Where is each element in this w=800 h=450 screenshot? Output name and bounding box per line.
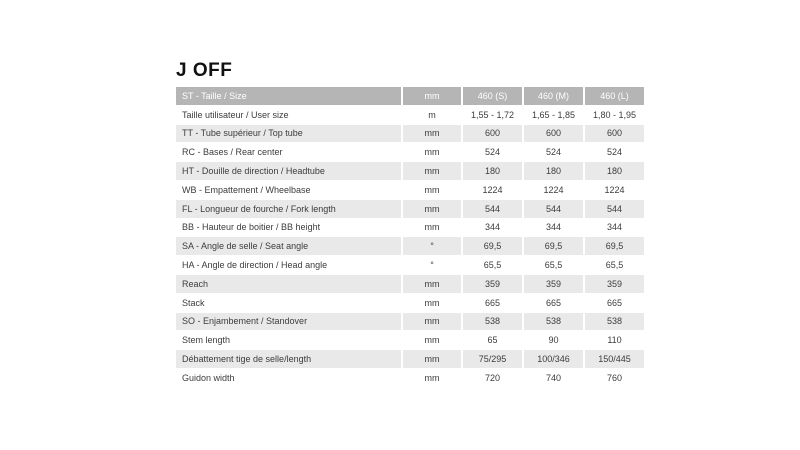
value-m: 524	[524, 143, 583, 161]
header-size: ST - Taille / Size	[176, 87, 401, 105]
row-unit: mm	[403, 200, 461, 218]
value-s: 1224	[463, 181, 522, 199]
table-row	[176, 200, 644, 218]
table-body	[176, 106, 644, 387]
row-label: TT - Tube supérieur / Top tube	[176, 125, 401, 143]
value-s: 359	[463, 275, 522, 293]
value-m: 740	[524, 369, 583, 387]
value-l: 544	[585, 200, 644, 218]
value-m: 600	[524, 125, 583, 143]
row-unit: mm	[403, 162, 461, 180]
row-unit: mm	[403, 181, 461, 199]
row-label: Stack	[176, 294, 401, 312]
value-l: 69,5	[585, 237, 644, 255]
row-label: Reach	[176, 275, 401, 293]
table-row	[176, 294, 644, 312]
row-label: SO - Enjambement / Standover	[176, 313, 401, 331]
table-row	[176, 143, 644, 161]
value-l: 110	[585, 331, 644, 349]
row-unit: mm	[403, 125, 461, 143]
row-unit: mm	[403, 143, 461, 161]
value-m: 100/346	[524, 350, 583, 368]
value-l: 65,5	[585, 256, 644, 274]
value-s: 180	[463, 162, 522, 180]
table-row	[176, 331, 644, 349]
row-label: Guidon width	[176, 369, 401, 387]
value-l: 344	[585, 219, 644, 237]
row-label: Débattement tige de selle/length	[176, 350, 401, 368]
value-s: 69,5	[463, 237, 522, 255]
table-row	[176, 237, 644, 255]
value-l: 600	[585, 125, 644, 143]
value-s: 665	[463, 294, 522, 312]
row-unit: mm	[403, 219, 461, 237]
table-row	[176, 162, 644, 180]
geometry-table	[174, 86, 646, 388]
value-m: 69,5	[524, 237, 583, 255]
value-m: 665	[524, 294, 583, 312]
value-l: 524	[585, 143, 644, 161]
table-row	[176, 219, 644, 237]
value-l: 359	[585, 275, 644, 293]
row-label: BB - Hauteur de boitier / BB height	[176, 219, 401, 237]
row-label: HT - Douille de direction / Headtube	[176, 162, 401, 180]
value-l: 760	[585, 369, 644, 387]
row-unit: mm	[403, 331, 461, 349]
header-unit: mm	[403, 87, 461, 105]
table-row	[176, 106, 644, 124]
value-s: 544	[463, 200, 522, 218]
value-l: 1,80 - 1,95	[585, 106, 644, 124]
row-label: HA - Angle de direction / Head angle	[176, 256, 401, 274]
value-s: 65	[463, 331, 522, 349]
header-size-m: 460 (M)	[524, 87, 583, 105]
header-size-l: 460 (L)	[585, 87, 644, 105]
value-l: 665	[585, 294, 644, 312]
value-m: 65,5	[524, 256, 583, 274]
table-row	[176, 275, 644, 293]
header-size-s: 460 (S)	[463, 87, 522, 105]
row-label: RC - Bases / Rear center	[176, 143, 401, 161]
value-m: 344	[524, 219, 583, 237]
value-s: 600	[463, 125, 522, 143]
row-unit: mm	[403, 313, 461, 331]
value-l: 150/445	[585, 350, 644, 368]
value-s: 524	[463, 143, 522, 161]
page-title: J OFF	[176, 60, 233, 81]
value-l: 180	[585, 162, 644, 180]
row-unit: mm	[403, 350, 461, 368]
value-m: 538	[524, 313, 583, 331]
value-l: 1224	[585, 181, 644, 199]
row-unit: °	[403, 237, 461, 255]
table-row	[176, 256, 644, 274]
row-label: WB - Empattement / Wheelbase	[176, 181, 401, 199]
row-unit: mm	[403, 275, 461, 293]
row-label: Taille utilisateur / User size	[176, 106, 401, 124]
value-s: 538	[463, 313, 522, 331]
row-unit: °	[403, 256, 461, 274]
value-s: 1,55 - 1,72	[463, 106, 522, 124]
row-label: FL - Longueur de fourche / Fork length	[176, 200, 401, 218]
value-m: 180	[524, 162, 583, 180]
value-l: 538	[585, 313, 644, 331]
value-s: 344	[463, 219, 522, 237]
table-row	[176, 181, 644, 199]
row-unit: mm	[403, 294, 461, 312]
table-row	[176, 313, 644, 331]
row-label: SA - Angle de selle / Seat angle	[176, 237, 401, 255]
value-m: 90	[524, 331, 583, 349]
value-m: 1224	[524, 181, 583, 199]
row-label: Stem length	[176, 331, 401, 349]
table-header-row	[176, 87, 644, 105]
row-unit: mm	[403, 369, 461, 387]
value-s: 720	[463, 369, 522, 387]
value-s: 65,5	[463, 256, 522, 274]
table-row	[176, 369, 644, 387]
value-s: 75/295	[463, 350, 522, 368]
value-m: 544	[524, 200, 583, 218]
table-row	[176, 125, 644, 143]
value-m: 1,65 - 1,85	[524, 106, 583, 124]
row-unit: m	[403, 106, 461, 124]
value-m: 359	[524, 275, 583, 293]
table-row	[176, 350, 644, 368]
